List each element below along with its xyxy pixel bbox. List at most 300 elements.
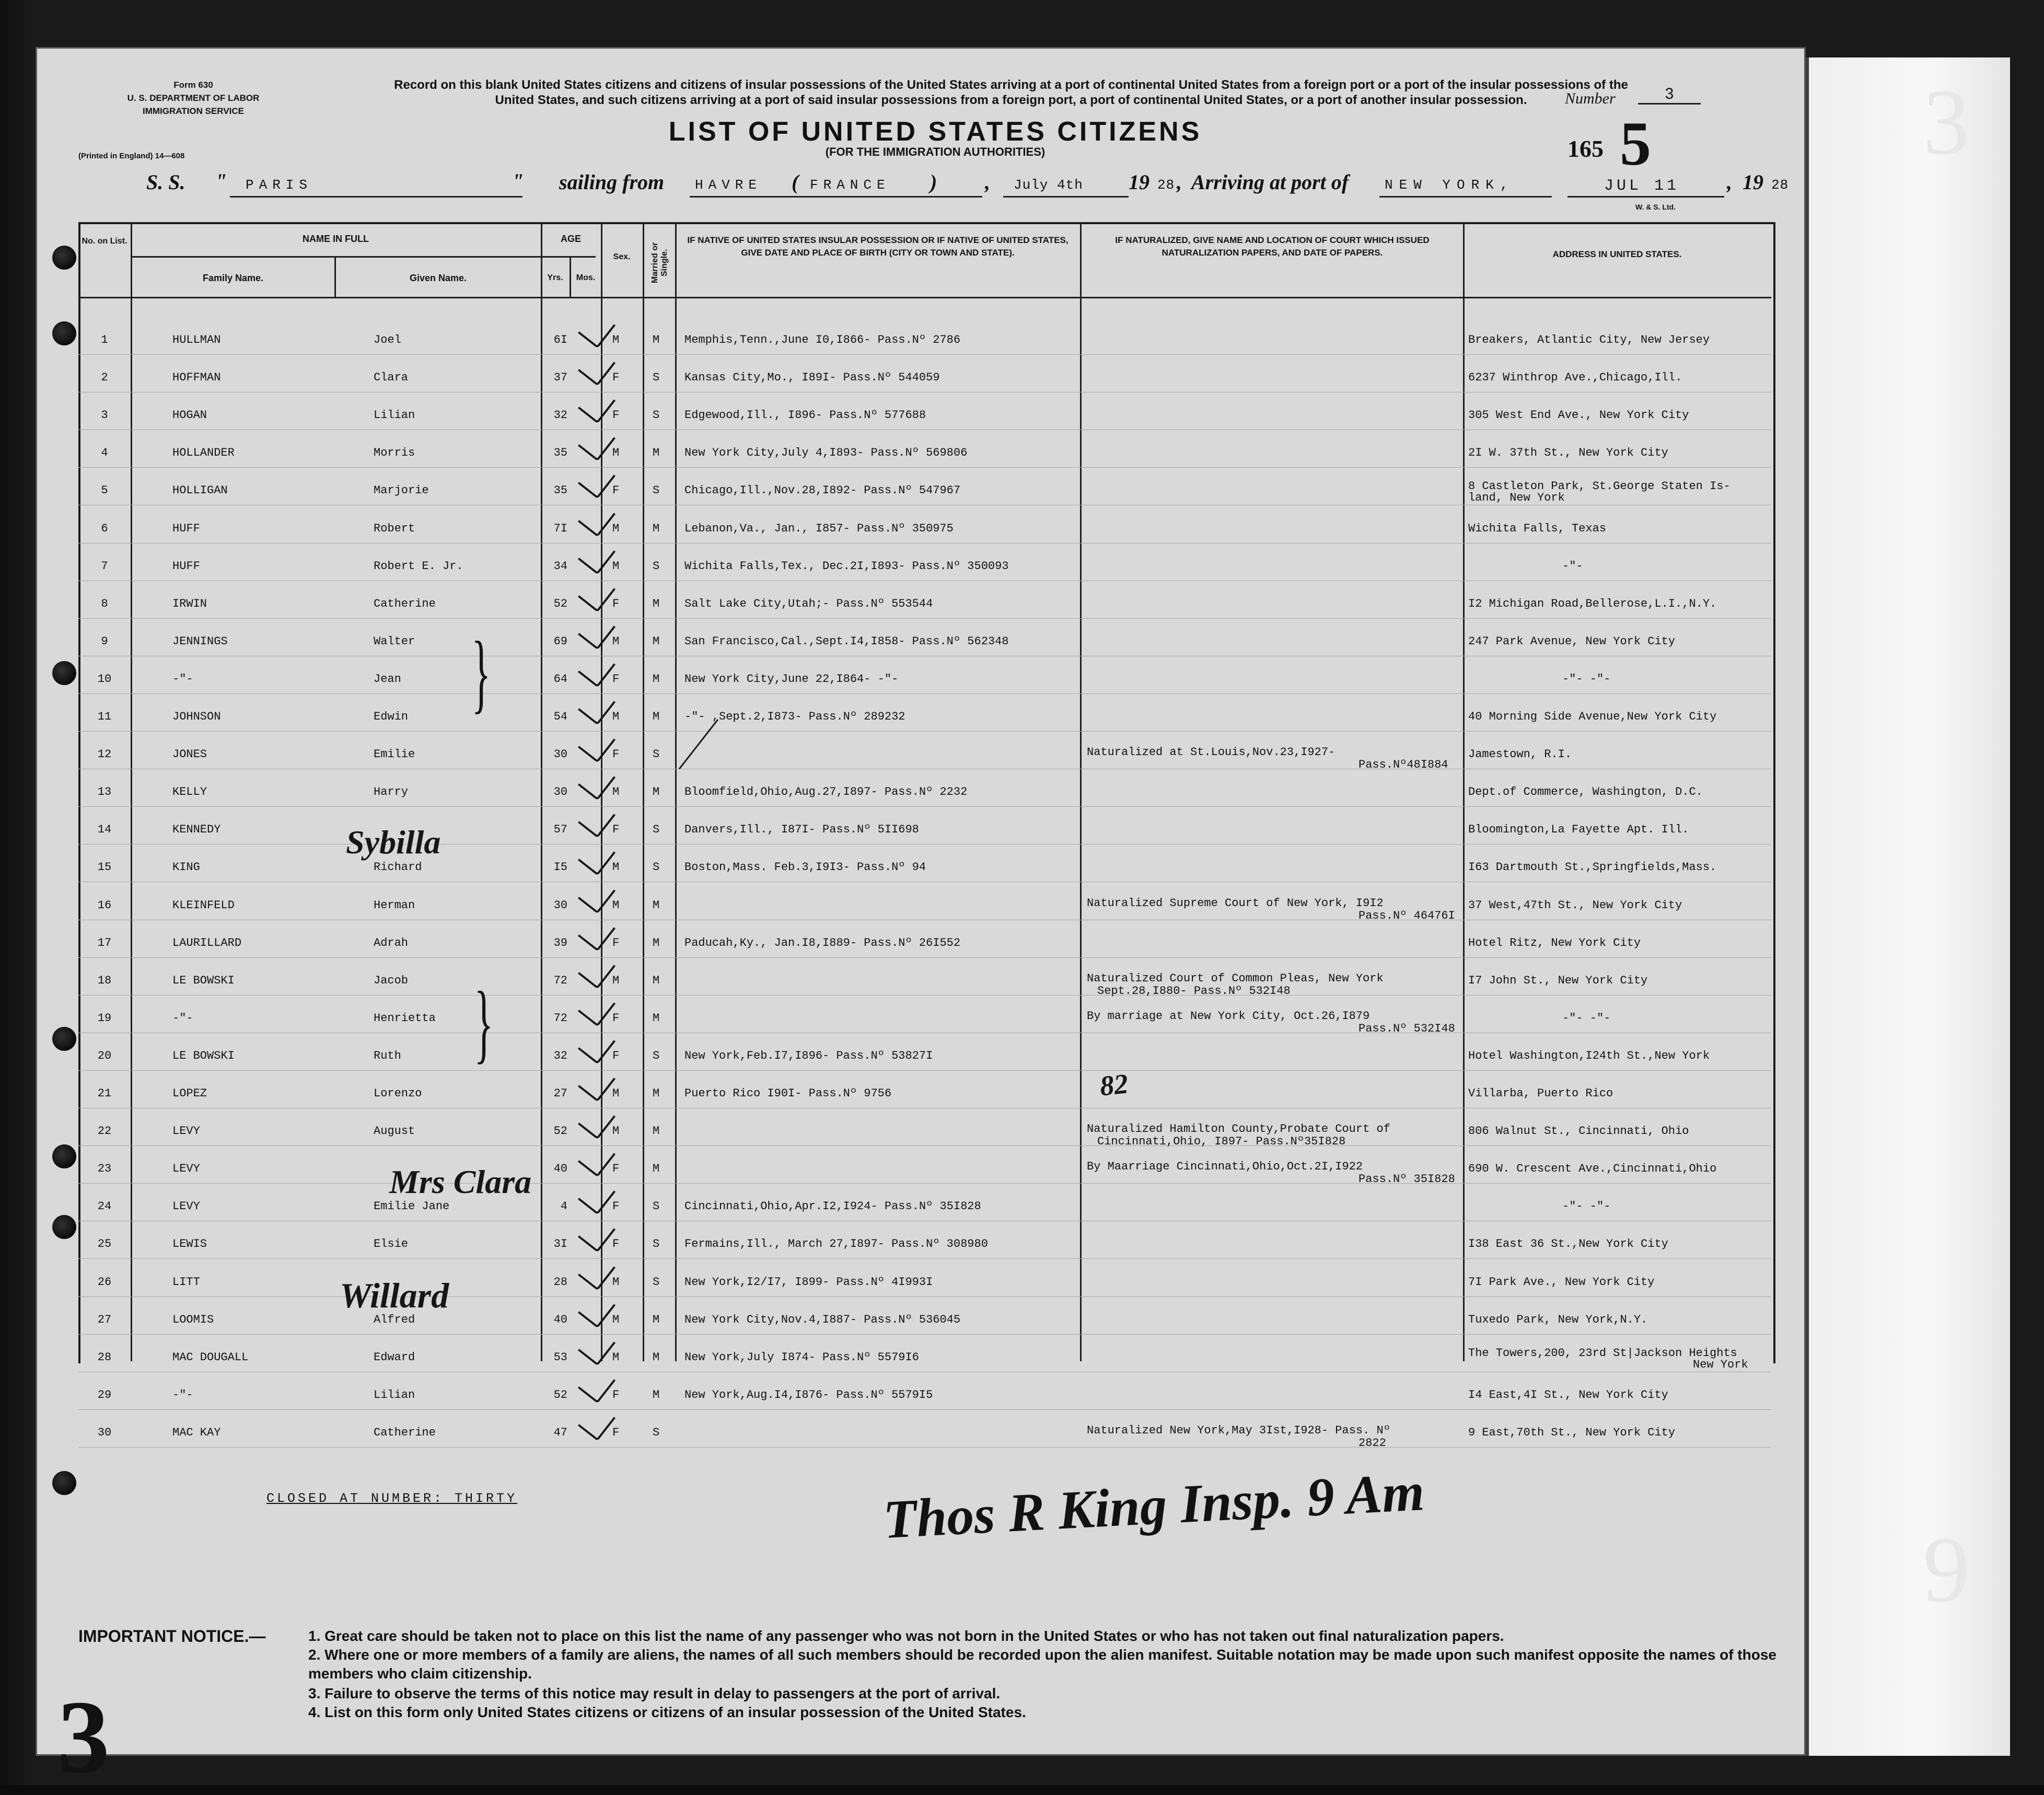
birth-details: Edgewood,Ill., I896- Pass.Nº 577688: [684, 409, 926, 422]
age-years: 7I: [553, 522, 567, 535]
address: -"- -"-: [1562, 1200, 1611, 1213]
marital-status: S: [653, 1276, 660, 1289]
ss-label: S. S.: [146, 170, 185, 194]
address: 40 Morning Side Avenue,New York City: [1468, 710, 1717, 723]
given-name: Adrah: [374, 936, 409, 949]
ship-name: PARIS: [246, 177, 313, 193]
binder-hole: [52, 1471, 76, 1495]
age-years: 72: [553, 974, 567, 987]
address: 9 East,70th St., New York City: [1468, 1426, 1676, 1439]
sex: M: [612, 1313, 620, 1326]
given-name: Lorenzo: [374, 1087, 422, 1100]
age-years: 52: [553, 1388, 567, 1402]
age-years: 54: [553, 710, 567, 723]
address: Jamestown, R.I.: [1468, 748, 1572, 761]
given-name: Emilie Jane: [374, 1200, 450, 1213]
given-name: Jean: [374, 673, 401, 686]
col-age: AGE: [560, 234, 581, 244]
address: 8 Castleton Park, St.George Staten Is-: [1468, 480, 1731, 493]
naturalization-details: Naturalized at St.Louis,Nov.23,I927-: [1087, 746, 1335, 759]
birth-details: Cincinnati,Ohio,Apr.I2,I924- Pass.Nº 35I828: [684, 1200, 981, 1213]
page-subtitle: (FOR THE IMMIGRATION AUTHORITIES): [825, 145, 1046, 158]
marital-status: M: [653, 1125, 660, 1138]
naturalization-details: Naturalized Court of Common Pleas, New York: [1087, 972, 1384, 985]
naturalization-pass: Cincinnati,Ohio, I897- Pass.Nº35I828: [1097, 1135, 1346, 1148]
given-name: Alfred: [374, 1313, 415, 1326]
marital-status: M: [653, 1313, 660, 1326]
marital-status: M: [653, 974, 660, 987]
address: Dept.of Commerce, Washington, D.C.: [1468, 785, 1703, 798]
family-name: MAC KAY: [172, 1426, 221, 1439]
marital-status: S: [653, 1237, 660, 1250]
binder-hole: [52, 1215, 76, 1239]
birth-details: Boston,Mass. Feb.3,I9I3- Pass.Nº 94: [684, 861, 926, 874]
sex: F: [612, 1012, 620, 1025]
given-name: Lilian: [374, 1388, 415, 1402]
age-years: 32: [553, 1049, 567, 1062]
address: Tuxedo Park, New York,N.Y.: [1468, 1313, 1648, 1326]
comma: ,: [1727, 170, 1732, 194]
sex: M: [612, 333, 620, 346]
family-name: -"-: [172, 1012, 193, 1025]
birth-details: New York,Aug.I4,I876- Pass.Nº 5579I5: [684, 1388, 933, 1402]
birth-details: New York City,June 22,I864- -"-: [684, 673, 899, 686]
service-name: IMMIGRATION SERVICE: [143, 106, 244, 116]
sex: F: [612, 484, 620, 497]
from-country: FRANCE: [810, 177, 890, 193]
row-number: 4: [101, 446, 108, 459]
family-name: KELLY: [172, 785, 207, 798]
marital-status: M: [653, 1351, 660, 1364]
address: Hotel Ritz, New York City: [1468, 936, 1641, 949]
family-name: JONES: [172, 748, 207, 761]
sex: M: [612, 446, 620, 459]
birth-details: Lebanon,Va., Jan., I857- Pass.Nº 350975: [684, 522, 954, 535]
col-native-birth: IF NATIVE OF UNITED STATES INSULAR POSSESSION OR IF NATIVE OF UNITED STATES, GIVE DATE AND PLACE OF BIRTH (CITY OR TOWN AND STATE).: [687, 235, 1069, 258]
number-value: 3: [1638, 85, 1701, 105]
age-years: 52: [553, 597, 567, 610]
address: Hotel Washington,I24th St.,New York: [1468, 1049, 1710, 1062]
arrival-port: NEW YORK,: [1385, 177, 1515, 193]
sex: M: [612, 522, 620, 535]
address: -"-: [1562, 560, 1583, 573]
row-number: 8: [101, 597, 108, 610]
age-years: 52: [553, 1125, 567, 1138]
sex: F: [612, 1237, 620, 1250]
col-no-on-list: No. on List.: [82, 237, 127, 246]
row-number: 22: [97, 1125, 112, 1138]
marital-status: M: [653, 522, 660, 535]
address: I63 Dartmouth St.,Springfields,Mass.: [1468, 861, 1717, 874]
binder-hole: [52, 246, 76, 270]
address: Bloomington,La Fayette Apt. Ill.: [1468, 823, 1689, 836]
handwritten-given-name-willard: Willard: [340, 1276, 449, 1315]
handwritten-note-82: 82: [1098, 1068, 1130, 1102]
marital-status: S: [653, 861, 660, 874]
family-name: LOPEZ: [172, 1087, 207, 1100]
row-number: 2: [101, 371, 108, 384]
row-number: 19: [97, 1012, 112, 1025]
sex: M: [612, 635, 620, 648]
from-port: HAVRE: [695, 177, 762, 193]
marital-status: M: [653, 1012, 660, 1025]
age-years: 35: [553, 446, 567, 459]
year-prefix: 19: [1743, 170, 1763, 194]
row-number: 14: [97, 823, 112, 836]
marital-status: M: [653, 710, 660, 723]
row-number: 17: [97, 936, 112, 949]
row-number: 6: [101, 522, 108, 535]
marital-status: S: [653, 560, 660, 573]
page-number-handwritten: 5: [1620, 109, 1651, 178]
sex: F: [612, 1200, 620, 1213]
marital-status: S: [653, 409, 660, 422]
row-number: 15: [97, 861, 112, 874]
notice-item-1: 1. Great care should be taken not to place on this list the name of any passenger who was not born in the United States or who has not taken out final naturalization papers.: [308, 1628, 1504, 1644]
given-name: Walter: [374, 635, 415, 648]
col-sex: Sex.: [613, 252, 631, 261]
given-name: Richard: [374, 861, 422, 874]
family-name: LAURILLARD: [172, 936, 242, 949]
marital-status: M: [653, 1388, 660, 1402]
family-name: HUFF: [172, 522, 200, 535]
marital-status: S: [653, 1426, 660, 1439]
family-name: -"-: [172, 1388, 193, 1402]
address: 6237 Winthrop Ave.,Chicago,Ill.: [1468, 371, 1682, 384]
naturalization-pass: Pass.Nº 532I48: [1358, 1022, 1455, 1035]
family-name: IRWIN: [172, 597, 207, 610]
given-name: Clara: [374, 371, 409, 384]
address: I38 East 36 St.,New York City: [1468, 1237, 1668, 1250]
col-given-name: Given Name.: [409, 273, 467, 283]
comma: ,: [985, 170, 990, 194]
marital-status: M: [653, 899, 660, 912]
family-name: HOGAN: [172, 409, 207, 422]
date-sailed: July 4th: [1014, 177, 1083, 193]
notice-item-2: 2. Where one or more members of a family are aliens, the names of all such members should be recorded upon the alien manifest. Suitable notation may be made upon such manifest opposite the names of those members who claim citizenship.: [308, 1647, 1776, 1682]
age-years: 32: [553, 409, 567, 422]
family-name: HULLMAN: [172, 333, 221, 346]
page-mark-number: 3: [57, 1680, 110, 1795]
family-name: LEVY: [172, 1125, 200, 1138]
marital-status: S: [653, 484, 660, 497]
marital-status: S: [653, 1200, 660, 1213]
sex: M: [612, 899, 620, 912]
birth-details: New York City,Nov.4,I887- Pass.Nº 536045: [684, 1313, 961, 1326]
binder-hole: [52, 1144, 76, 1168]
age-years: I5: [553, 861, 567, 874]
sex: F: [612, 673, 620, 686]
year-sailed: 28: [1157, 177, 1175, 193]
sex: F: [612, 409, 620, 422]
age-years: 40: [553, 1162, 567, 1175]
naturalization-pass: Pass.Nº 35I828: [1358, 1173, 1455, 1186]
given-name: August: [374, 1125, 415, 1138]
address-continued: land, New York: [1468, 491, 1565, 504]
row-number: 24: [97, 1200, 112, 1213]
row-number: 27: [97, 1313, 112, 1326]
address: I7 John St., New York City: [1468, 974, 1648, 987]
naturalization-details: By marriage at New York City, Oct.26,I879: [1087, 1010, 1370, 1023]
given-name: Herman: [374, 899, 415, 912]
row-number: 1: [101, 333, 108, 346]
binder-hole: [52, 321, 76, 345]
address: -"- -"-: [1562, 673, 1611, 686]
marital-status: M: [653, 1162, 660, 1175]
age-years: 72: [553, 1012, 567, 1025]
family-name: HOFFMAN: [172, 371, 221, 384]
age-years: 6I: [553, 333, 567, 346]
birth-details: Danvers,Ill., I87I- Pass.Nº 5II698: [684, 823, 919, 836]
family-name: MAC DOUGALL: [172, 1351, 249, 1364]
birth-details: New York,July I874- Pass.Nº 5579I6: [684, 1351, 919, 1364]
sailing-label: sailing from: [559, 170, 665, 194]
row-number: 18: [97, 974, 112, 987]
age-years: 40: [553, 1313, 567, 1326]
given-name: Henrietta: [374, 1012, 436, 1025]
address: Breakers, Atlantic City, New Jersey: [1468, 333, 1710, 346]
voyage-line: [73, 169, 1789, 201]
naturalization-pass: 2822: [1358, 1437, 1386, 1450]
binder-hole: [52, 661, 76, 685]
sex: F: [612, 936, 620, 949]
row-number: 29: [97, 1388, 112, 1402]
age-years: 27: [553, 1087, 567, 1100]
faded-leaf-mark-top: 3: [1923, 70, 1970, 174]
marital-status: S: [653, 1049, 660, 1062]
printer-mark: W. & S. Ltd.: [1635, 203, 1676, 211]
family-name: KING: [172, 861, 200, 874]
family-name: LITT: [172, 1276, 200, 1289]
family-name: LEVY: [172, 1162, 200, 1175]
marital-status: M: [653, 673, 660, 686]
paren-open: (: [792, 170, 799, 194]
age-years: 4: [560, 1200, 567, 1213]
form-number: Form 630: [173, 80, 213, 90]
family-name: HOLLIGAN: [172, 484, 228, 497]
address: -"- -"-: [1562, 1012, 1611, 1025]
sex: M: [612, 560, 620, 573]
sex: M: [612, 710, 620, 723]
col-name-in-full: NAME IN FULL: [303, 234, 369, 244]
sex: M: [612, 861, 620, 874]
comma: ,: [1177, 170, 1182, 194]
marital-status: M: [653, 1087, 660, 1100]
quote-mark: ": [512, 169, 524, 193]
birth-details: Puerto Rico I90I- Pass.Nº 9756: [684, 1087, 892, 1100]
printed-note: (Printed in England) 14—608: [78, 152, 185, 160]
given-name: Morris: [374, 446, 415, 459]
sex: M: [612, 1276, 620, 1289]
row-number: 11: [97, 710, 112, 723]
given-name: Emilie: [374, 748, 415, 761]
age-years: 28: [553, 1276, 567, 1289]
age-years: 47: [553, 1426, 567, 1439]
age-years: 30: [553, 785, 567, 798]
age-years: 53: [553, 1351, 567, 1364]
address: Villarba, Puerto Rico: [1468, 1087, 1613, 1100]
naturalization-pass: Pass.Nº48I884: [1358, 758, 1448, 771]
birth-details: San Francisco,Cal.,Sept.I4,I858- Pass.Nº 562348: [684, 635, 1009, 648]
department-name: U. S. DEPARTMENT OF LABOR: [127, 93, 260, 103]
year-arrived: 28: [1771, 177, 1789, 193]
given-name: Lilian: [374, 409, 415, 422]
marital-status: S: [653, 823, 660, 836]
row-number: 10: [97, 673, 112, 686]
family-name: LEWIS: [172, 1237, 207, 1250]
sex: F: [612, 748, 620, 761]
given-name: Edwin: [374, 710, 409, 723]
given-name: Harry: [374, 785, 409, 798]
col-family-name: Family Name.: [202, 273, 264, 283]
address: 305 West End Ave., New York City: [1468, 409, 1689, 422]
family-name: HOLLANDER: [172, 446, 235, 459]
page-title: LIST OF UNITED STATES CITIZENS: [668, 117, 1202, 147]
page-number: 165: [1567, 135, 1604, 162]
row-number: 20: [97, 1049, 112, 1062]
row-number: 9: [101, 635, 108, 648]
age-years: 57: [553, 823, 567, 836]
sex: M: [612, 974, 620, 987]
naturalization-pass: Sept.28,I880- Pass.Nº 532I48: [1097, 985, 1291, 998]
address: I2 Michigan Road,Bellerose,L.I.,N.Y.: [1468, 597, 1717, 610]
marital-status: M: [653, 936, 660, 949]
arrival-date: JUL 11: [1604, 177, 1680, 195]
marital-status: M: [653, 333, 660, 346]
age-years: 39: [553, 936, 567, 949]
sex: M: [612, 1125, 620, 1138]
notice-item-3: 3. Failure to observe the terms of this notice may result in delay to passengers at the port of arrival.: [308, 1685, 1001, 1701]
family-name: JENNINGS: [172, 635, 228, 648]
given-name: Catherine: [374, 597, 436, 610]
naturalization-pass: Pass.Nº 46476I: [1358, 909, 1455, 922]
birth-details: New York,I2/I7, I899- Pass.Nº 4I993I: [684, 1276, 933, 1289]
row-number: 26: [97, 1276, 112, 1289]
given-name: Robert E. Jr.: [374, 560, 463, 573]
col-naturalized: IF NATURALIZED, GIVE NAME AND LOCATION OF COURT WHICH ISSUED NATURALIZATION PAPERS, AND DATE OF PAPERS.: [1115, 235, 1430, 258]
age-years: 37: [553, 371, 567, 384]
birth-details: New York,Feb.I7,I896- Pass.Nº 53827I: [684, 1049, 933, 1062]
address: 247 Park Avenue, New York City: [1468, 635, 1676, 648]
handwritten-given-name-sybilla: Sybilla: [346, 824, 441, 861]
family-name: JOHNSON: [172, 710, 221, 723]
family-name: KENNEDY: [172, 823, 221, 836]
address: 806 Walnut St., Cincinnati, Ohio: [1468, 1125, 1689, 1138]
naturalization-details: By Maarriage Cincinnati,Ohio,Oct.2I,I922: [1087, 1160, 1363, 1173]
family-name: LEVY: [172, 1200, 200, 1213]
marital-status: M: [653, 597, 660, 610]
age-years: 34: [553, 560, 567, 573]
row-number: 23: [97, 1162, 112, 1175]
birth-details: Memphis,Tenn.,June I0,I866- Pass.Nº 2786: [684, 333, 961, 346]
sex: F: [612, 1049, 620, 1062]
inspector-signature: Thos R King Insp. 9 Am: [881, 1461, 1426, 1550]
given-name: Robert: [374, 522, 415, 535]
family-name: KLEINFELD: [172, 899, 235, 912]
marital-status: M: [653, 635, 660, 648]
arriving-label: Arriving at port of: [1191, 170, 1349, 194]
row-number: 30: [97, 1426, 112, 1439]
family-bracket-lebowski: }: [474, 974, 494, 1072]
col-yrs: Yrs.: [547, 273, 563, 282]
naturalization-details: Naturalized Supreme Court of New York, I9I2: [1087, 897, 1384, 910]
col-mos: Mos.: [576, 273, 596, 282]
birth-details: Paducah,Ky., Jan.I8,I889- Pass.Nº 26I552: [684, 936, 961, 949]
marital-status: M: [653, 446, 660, 459]
birth-details: Salt Lake City,Utah;- Pass.Nº 553544: [684, 597, 933, 610]
notice-item-4: 4. List on this form only United States citizens or citizens of an insular possession of the United States.: [308, 1704, 1026, 1720]
marital-status: S: [653, 371, 660, 384]
birth-details: Fermains,Ill., March 27,I897- Pass.Nº 308980: [684, 1237, 988, 1250]
form-identifier: [115, 78, 272, 118]
family-name: -"-: [172, 673, 193, 686]
age-years: 30: [553, 748, 567, 761]
birth-details: New York City,July 4,I893- Pass.Nº 569806: [684, 446, 968, 459]
given-name: Elsie: [374, 1237, 409, 1250]
birth-details: Chicago,Ill.,Nov.28,I892- Pass.Nº 547967: [684, 484, 961, 497]
address: 7I Park Ave., New York City: [1468, 1276, 1655, 1289]
given-name: Edward: [374, 1351, 415, 1364]
sex: F: [612, 1162, 620, 1175]
row-number: 5: [101, 484, 108, 497]
age-years: 64: [553, 673, 567, 686]
form-instructions: Record on this blank United States citizens and citizens of insular possessions of the United States arriving at a port of continental United States from a foreign port or a port of the insular possessions of the United States, and such citizens arriving at a port of said insular possessions from a foreign port, a port of continental United States, or a port of another insular possession.: [394, 78, 1628, 107]
row-rule: [78, 693, 1771, 694]
birth-details: Wichita Falls,Tex., Dec.2I,I893- Pass.Nº 350093: [684, 560, 1009, 573]
sex: M: [612, 1351, 620, 1364]
binder-hole: [52, 1027, 76, 1051]
family-name: LE BOWSKI: [172, 974, 235, 987]
quote-mark: ": [215, 169, 227, 193]
row-number: 7: [101, 560, 108, 573]
row-number: 12: [97, 748, 112, 761]
family-name: HUFF: [172, 560, 200, 573]
row-number: 28: [97, 1351, 112, 1364]
col-married-single: Married or Single.: [651, 242, 669, 283]
sex: F: [612, 1426, 620, 1439]
marital-status: S: [653, 748, 660, 761]
birth-details: Bloomfield,Ohio,Aug.27,I897- Pass.Nº 2232: [684, 785, 968, 798]
row-number: 13: [97, 785, 112, 798]
sex: M: [612, 785, 620, 798]
address: Wichita Falls, Texas: [1468, 522, 1607, 535]
sex: M: [612, 1087, 620, 1100]
next-page-edge: [1806, 57, 2010, 1756]
sex: F: [612, 597, 620, 610]
age-years: 69: [553, 635, 567, 648]
naturalization-details: Naturalized Hamilton County,Probate Court of: [1087, 1122, 1390, 1136]
address: I4 East,4I St., New York City: [1468, 1388, 1668, 1402]
birth-details: Kansas City,Mo., I89I- Pass.Nº 544059: [684, 371, 940, 384]
row-number: 16: [97, 899, 112, 912]
row-number: 3: [101, 409, 108, 422]
row-number: 21: [97, 1087, 112, 1100]
address: 37 West,47th St., New York City: [1468, 899, 1682, 912]
birth-details: -"- ,Sept.2,I873- Pass.Nº 289232: [684, 710, 905, 723]
family-bracket-jennings: }: [471, 623, 491, 722]
number-label: Number: [1565, 90, 1616, 107]
given-name: Jacob: [374, 974, 409, 987]
sex: F: [612, 371, 620, 384]
faded-leaf-mark-bottom: 9: [1923, 1518, 1970, 1622]
paren-close: ): [930, 170, 937, 194]
family-name: LOOMIS: [172, 1313, 214, 1326]
address: 2I W. 37th St., New York City: [1468, 446, 1668, 459]
marital-status: M: [653, 785, 660, 798]
address-continued: New York: [1693, 1358, 1748, 1371]
family-name: LE BOWSKI: [172, 1049, 235, 1062]
sex: F: [612, 1388, 620, 1402]
